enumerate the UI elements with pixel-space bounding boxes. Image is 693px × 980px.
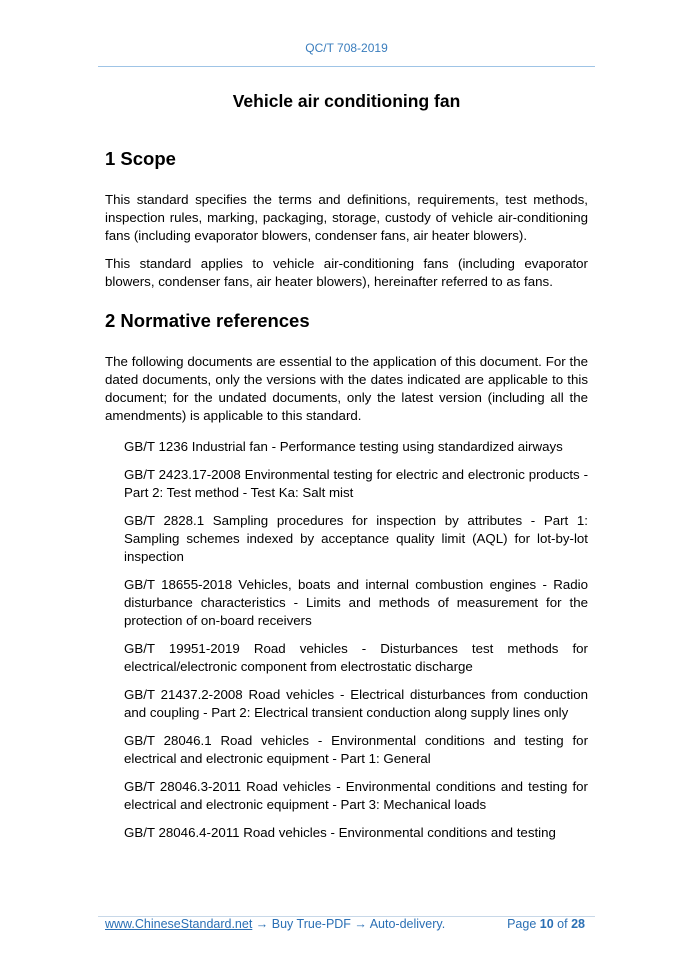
reference-item: GB/T 1236 Industrial fan - Performance testing using standardized airways (124, 439, 563, 454)
section-heading-normative-references: 2 Normative references (105, 310, 310, 331)
footer-promo-text: → Buy True-PDF → Auto-delivery. (252, 917, 446, 931)
document-title: Vehicle air conditioning fan (232, 91, 461, 111)
of-label: of (557, 917, 568, 931)
normative-intro-paragraph: The following documents are essential to the application of this document. For the dated documents, only the versions with the dates indicated are applicable to this document; for the undated documents, only the latest version (including all the amendments) is applicable to this standard. (105, 354, 588, 423)
reference-item: GB/T 19951-2019 Road vehicles - Disturbances test methods for electrical/electronic component from electrostatic discharge (124, 641, 588, 674)
reference-item: GB/T 18655-2018 Vehicles, boats and internal combustion engines - Radio disturbance characteristics - Limits and methods of measurement for the protection of on-board receivers (124, 577, 588, 628)
document-code-header: QC/T 708-2019 (305, 41, 388, 55)
website-link[interactable]: www.ChineseStandard.net (105, 917, 253, 931)
reference-item: GB/T 28046.3-2011 Road vehicles - Environmental conditions and testing for electrical and electronic equipment - Part 3: Mechanical loads (124, 779, 588, 812)
page-label: Page (507, 917, 537, 931)
page-indicator (507, 917, 585, 931)
page-content (105, 89, 588, 852)
current-page-number: 10 (539, 917, 554, 931)
section-heading-scope: 1 Scope (105, 148, 176, 169)
scope-paragraph: This standard applies to vehicle air-conditioning fans (including evaporator blowers, condenser fans, air heater blowers), hereinafter referred to as fans. (105, 256, 588, 289)
footer-promo (105, 917, 445, 931)
total-pages-number: 28 (571, 917, 585, 931)
reference-item: GB/T 2423.17-2008 Environmental testing for electric and electronic products - Part 2: Test method - Test Ka: Salt mist (124, 467, 588, 500)
reference-item: GB/T 21437.2-2008 Road vehicles - Electrical disturbances from conduction and coupling - Part 2: Electrical transient conduction along supply lines only (124, 687, 588, 720)
scope-paragraph: This standard specifies the terms and definitions, requirements, test methods, inspection rules, marking, packaging, storage, custody of vehicle air-conditioning fans (including evaporator blowers, condenser fans, air heater blowers). (105, 192, 588, 243)
header-divider (98, 66, 595, 67)
reference-item: GB/T 28046.1 Road vehicles - Environmental conditions and testing for electrical and electronic equipment - Part 1: General (124, 733, 588, 766)
reference-item: GB/T 28046.4-2011 Road vehicles - Environmental conditions and testing (124, 825, 556, 840)
reference-item: GB/T 2828.1 Sampling procedures for inspection by attributes - Part 1: Sampling schemes indexed by acceptance quality limit (AQL) for lot-by-lot inspection (124, 513, 588, 564)
